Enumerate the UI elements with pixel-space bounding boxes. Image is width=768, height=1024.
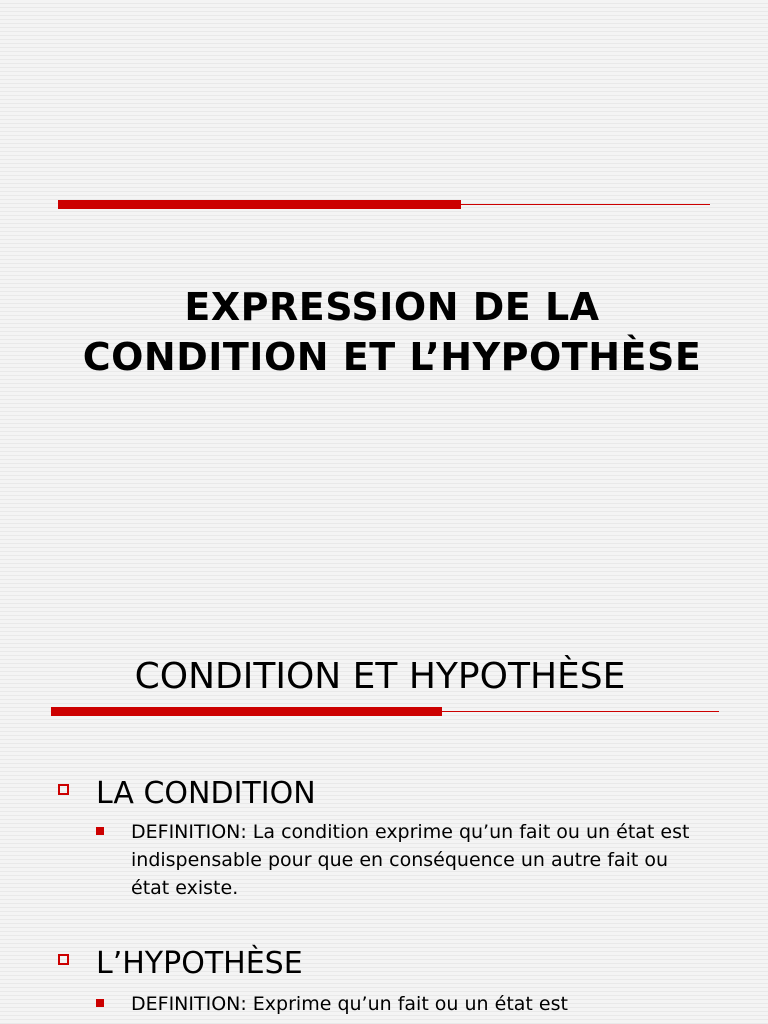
filled-square-bullet-icon xyxy=(96,999,104,1007)
title-divider xyxy=(58,204,710,205)
filled-square-bullet-icon xyxy=(96,827,104,835)
hollow-square-bullet-icon xyxy=(58,954,69,965)
title-divider-thick xyxy=(58,200,461,209)
slide-2-divider xyxy=(51,711,719,712)
hypothese-definition-text: DEFINITION: Exprime qu’un fait ou un état est xyxy=(131,993,568,1015)
slide-title-text xyxy=(40,282,744,382)
hollow-square-bullet-icon xyxy=(58,784,69,795)
bullet-condition-label: LA CONDITION xyxy=(96,776,316,811)
bullet-hypothese-label: L’HYPOTHÈSE xyxy=(96,946,303,981)
title-line-1: EXPRESSION DE LA xyxy=(184,285,600,329)
sub-bullet-hypothese-definition xyxy=(96,990,706,1024)
condition-definition-text: DEFINITION: La condition exprime qu’un fait ou un état est indispensable pour que en conséquence un autre fait ou état existe. xyxy=(131,821,690,899)
title-line-2: CONDITION ET L’HYPOTHÈSE xyxy=(82,335,702,379)
slide-2-divider-thick xyxy=(51,707,442,716)
slide-2-title: CONDITION ET HYPOTHÈSE xyxy=(134,656,626,697)
sub-bullet-condition-definition xyxy=(96,818,706,904)
